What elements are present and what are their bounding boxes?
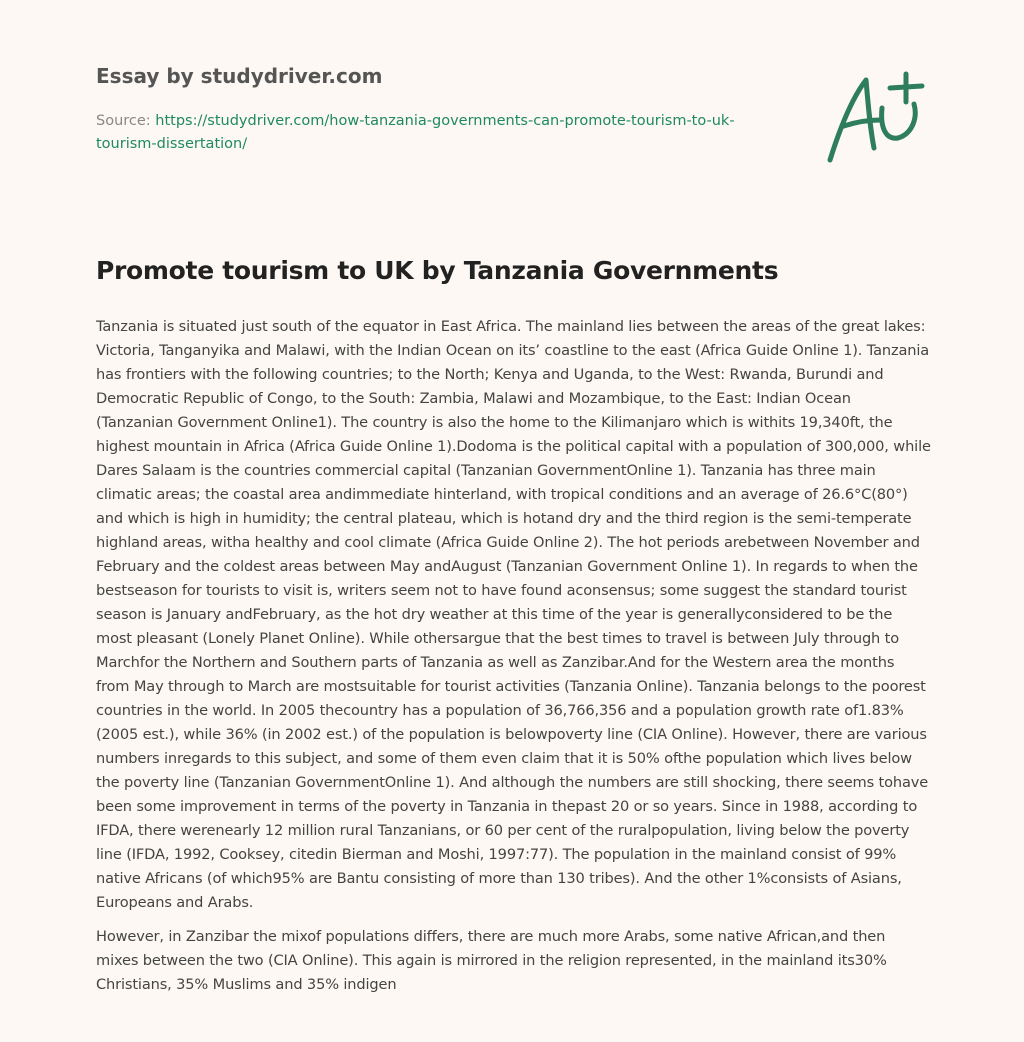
source-label: Source: (96, 113, 151, 129)
essay-paragraph: However, in Zanzibar the mixof populations differs, there are much more Arabs, some native African,and then mixes between the two (CIA Online). This again is mirrored in the religion represented, in the mainland its30% Christians, 35% Muslims and 35% indigen (96, 928, 887, 993)
essay-body (96, 315, 931, 1007)
source-link[interactable]: https://studydriver.com/how-tanzania-governments-can-promote-tourism-to-uk-tourism-dissertation/ (96, 113, 735, 152)
site-title: Essay by studydriver.com (96, 64, 383, 88)
source-line (96, 110, 776, 156)
essay-header (96, 64, 796, 156)
a-plus-grade-icon (822, 68, 932, 168)
essay-paragraph: Tanzania is situated just south of the equator in East Africa. The mainland lies between the areas of the great lakes: Victoria, Tanganyika and Malawi, with the Indian Ocean on its’ coastline to the east (Africa Guide Online 1). Tanzania has frontiers with the following countries; to the North; Kenya and Uganda, to the West: Rwanda, Burundi and Democratic Republic of Congo, to the South: Zambia, Malawi and Mozambique, to the East: Indian Ocean (Tanzanian Government Online1). The country is also the home to the Kilimanjaro which is withits 19,340ft, the highest mountain in Africa (Africa Guide Online 1).Dodoma is the political capital with a population of 300,000, while Dares Salaam is the countries commercial capital (Tanzanian GovernmentOnline 1). Tanzania has three main climatic areas; the coastal area andimmediate hinterland, with tropical conditions and an average of 26.6°C(80°) and which is high in humidity; the central plateau, which is hotand dry and the third region is the semi-temperate highland areas, witha healthy and cool climate (Africa Guide Online 2). The hot periods arebetween November and February and the coldest areas between May andAugust (Tanzanian Government Online 1). In regards to when the bestseason for tourists to visit is, writers seem not to have found aconsensus; some suggest the standard tourist season is January andFebruary, as the hot dry weather at this time of the year is generallyconsidered to be the most pleasant (Lonely Planet Online). While othersargue that the best times to travel is between July through to Marchfor the Northern and Southern parts of Tanzania as well as Zanzibar.And for the Western area the months from May through to March are mostsuitable for tourist activities (Tanzania Online). Tanzania belongs to the poorest countries in the world. In 2005 thecountry has a population of 36,766,356 and a population growth rate of1.83% (2005 est.), while 36% (in 2002 est.) of the population is belowpoverty line (CIA Online). However, there are various numbers inregards to this subject, and some of them even claim that it is 50% ofthe population which lives below the poverty line (Tanzanian GovernmentOnline 1). And although the numbers are still shocking, there seems tohave been some improvement in terms of the poverty in Tanzania in thepast 20 or so years. Since in 1988, according to IFDA, there werenearly 12 million rural Tanzanians, or 60 per cent of the ruralpopulation, living below the poverty line (IFDA, 1992, Cooksey, citedin Bierman and Moshi, 1997:77). The population in the mainland consist of 99% native Africans (of which95% are Bantu consisting of more than 130 tribes). And the other 1%consists of Asians, Europeans and Arabs. (96, 318, 931, 911)
essay-title: Promote tourism to UK by Tanzania Governments (96, 256, 779, 285)
